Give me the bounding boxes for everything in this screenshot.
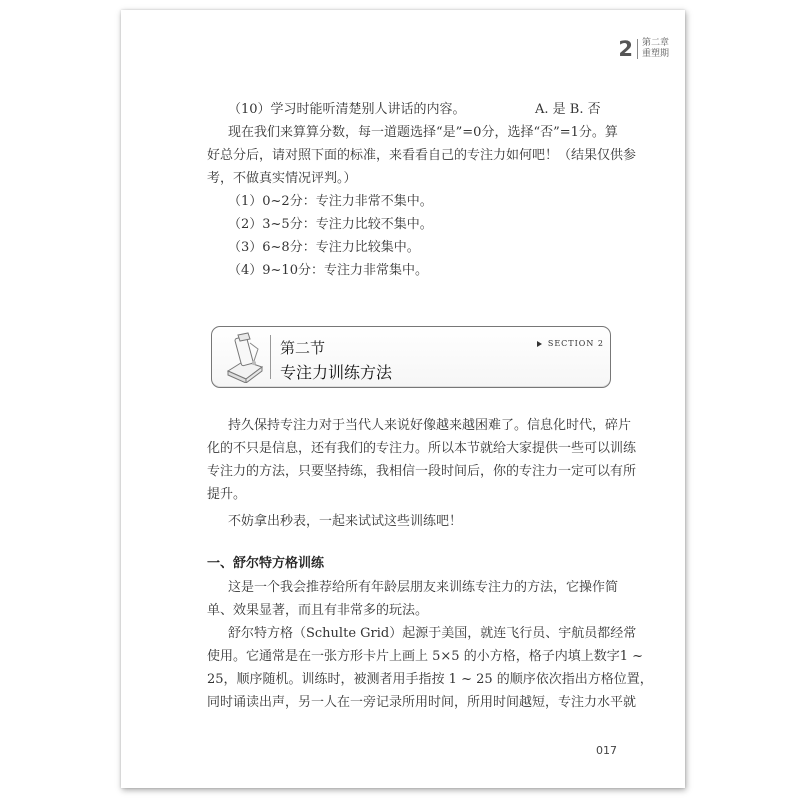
invite-line: 不妨拿出秒表，一起来试试这些训练吧！ <box>228 514 463 529</box>
quiz-question-text: （10）学习时能听清楚别人讲话的内容。 <box>228 102 466 117</box>
intro-line: 持久保持专注力对于当代人来说好像越来越困难了。信息化时代，碎片 <box>228 418 632 433</box>
para2-line: 使用。它通常是在一张方形卡片上画上 5×5 的小方格，格子内填上数字1 ~ <box>207 649 643 664</box>
chapter-titles <box>642 38 669 60</box>
intro-line: 化的不只是信息，还有我们的专注力。所以本节就给大家提供一些可以训练 <box>207 441 637 456</box>
scoring-line: 现在我们来算算分数，每一道题选择“是”=0分，选择“否”=1分。算 <box>228 125 618 140</box>
scoring-line: 考，不做真实情况评判。） <box>207 171 357 186</box>
book-page <box>121 10 685 788</box>
para1-line: 单、效果显著，而且有非常多的玩法。 <box>207 603 429 618</box>
score-range-item: （3）6~8分：专注力比较集中。 <box>228 240 420 255</box>
page-number: 017 <box>596 744 617 757</box>
play-arrow-icon <box>537 341 542 347</box>
chapter-header <box>618 38 669 60</box>
chapter-divider <box>637 39 638 59</box>
section-title: 专注力训练方法 <box>280 363 393 382</box>
score-range-item: （1）0~2分：专注力非常不集中。 <box>228 194 433 209</box>
banner-divider <box>270 335 271 379</box>
section-tag-label: SECTION 2 <box>547 339 604 348</box>
subheading: 一、舒尔特方格训练 <box>207 556 325 571</box>
score-range-item: （2）3~5分：专注力比较不集中。 <box>228 217 433 232</box>
chapter-number: 2 <box>618 37 633 61</box>
scoring-line: 好总分后，请对照下面的标准，来看看自己的专注力如何吧！（结果仅供参 <box>207 148 637 163</box>
quiz-options: A. 是 B. 否 <box>535 102 601 117</box>
para2-line: 同时诵读出声，另一人在一旁记录所用时间，所用时间越短，专注力水平就 <box>207 695 637 710</box>
chapter-label: 第二章 <box>641 38 669 48</box>
para2-line: 舒尔特方格（Schulte Grid）起源于美国，就连飞行员、宇航员都经常 <box>228 626 637 641</box>
score-range-item: （4）9~10分：专注力非常集中。 <box>228 263 428 278</box>
section-tag <box>537 339 604 348</box>
book-icon <box>224 331 268 383</box>
intro-line: 专注力的方法，只要坚持练，我相信一段时间后，你的专注力一定可以有所 <box>207 464 637 479</box>
intro-line: 提升。 <box>207 487 247 502</box>
para2-line: 25，顺序随机。训练时，被测者用手指按 1 ~ 25 的顺序依次指出方格位置， <box>207 672 653 687</box>
section-number: 第二节 <box>280 339 326 357</box>
para1-line: 这是一个我会推荐给所有年龄层朋友来训练专注力的方法，它操作简 <box>228 580 619 595</box>
section-banner <box>211 326 611 388</box>
quiz-question <box>228 98 466 121</box>
chapter-title: 重塑期 <box>641 49 669 59</box>
